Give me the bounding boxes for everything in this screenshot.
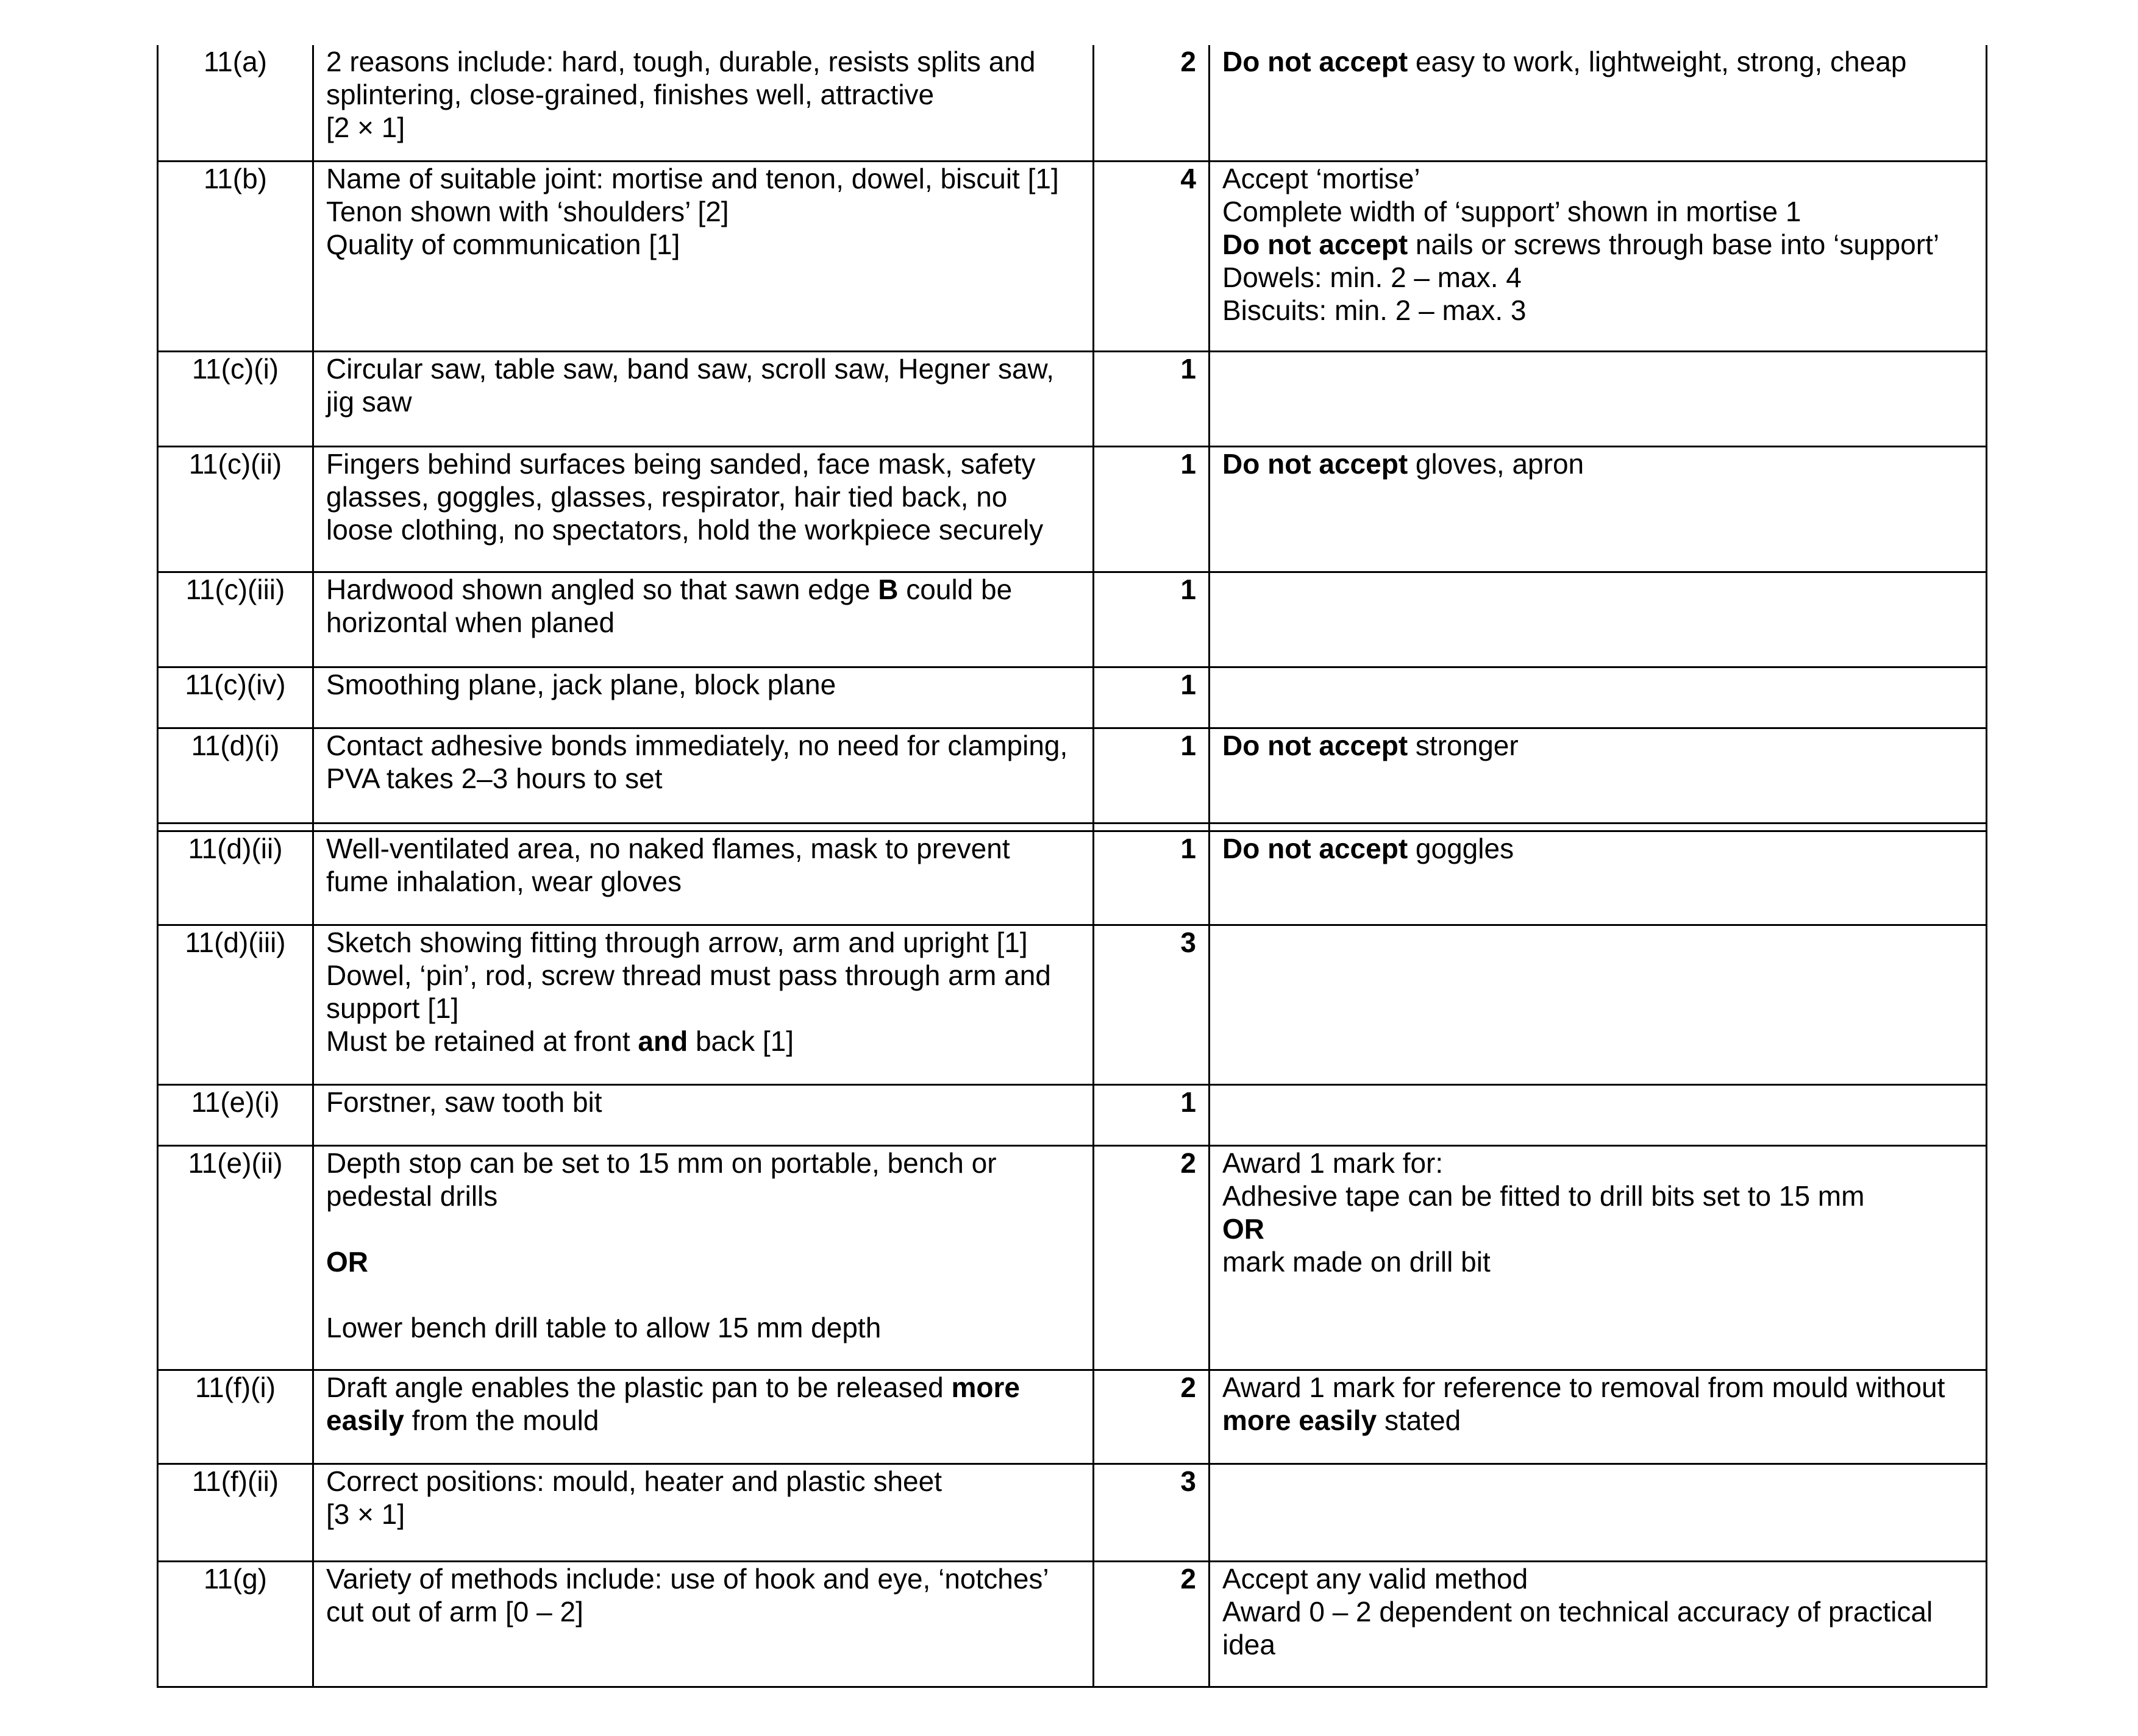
marks-cell: 1 [1094,572,1210,667]
answer-cell [313,667,1094,728]
answer-emphasis: easily [326,1404,404,1436]
question-number: 11(f)(ii) [158,1464,313,1561]
answer-line [326,1371,1080,1404]
answer-line: [2 × 1] [326,112,405,143]
answer-line: [3 × 1] [326,1498,405,1530]
answer-line: support [1] [326,992,459,1024]
do-not-accept-label: Do not accept [1222,447,1408,480]
answer-cell [313,45,1094,161]
answer-line [326,1404,1080,1437]
spacer [326,1212,1080,1245]
answer-or: OR [326,1245,368,1278]
marks-cell: 1 [1094,351,1210,446]
separator-cell [158,823,313,831]
question-number: 11(d)(iii) [158,925,313,1084]
answer-line: PVA takes 2–3 hours to set [326,762,663,794]
guidance-line [1222,1404,1973,1437]
answer-cell [313,1370,1094,1464]
guidance-cell [1210,1561,1987,1687]
guidance-text: stated [1377,1404,1461,1436]
guidance-cell [1210,925,1987,1084]
answer-cell [313,1561,1094,1687]
guidance-line: Award 0 – 2 dependent on technical accuracy of practical [1222,1595,1933,1628]
guidance-text: stronger [1408,729,1519,761]
guidance-line: Biscuits: min. 2 – max. 3 [1222,294,1527,326]
guidance-line: Dowels: min. 2 – max. 4 [1222,261,1522,293]
answer-line [326,573,1080,606]
guidance-cell [1210,1370,1987,1464]
question-number: 11(e)(i) [158,1084,313,1145]
question-number: 11(c)(ii) [158,446,313,572]
guidance-cell [1210,446,1987,572]
answer-cell [313,572,1094,667]
answer-line: jig saw [326,385,412,418]
answer-line: pedestal drills [326,1179,498,1212]
question-number: 11(c)(i) [158,351,313,446]
spacer [326,1278,1080,1311]
answer-line: Smoothing plane, jack plane, block plane [326,668,836,700]
do-not-accept-label: Do not accept [1222,228,1408,260]
answer-text: could be [898,573,1013,605]
guidance-emphasis: more easily [1222,1404,1377,1436]
table-row [158,1084,1987,1145]
page-break-separator [158,823,1987,831]
guidance-line: Award 1 mark for reference to removal from mould without [1222,1371,1945,1403]
table-row [158,1145,1987,1370]
guidance-cell [1210,667,1987,728]
do-not-accept-label: Do not accept [1222,832,1408,864]
guidance-or: OR [1222,1212,1264,1245]
edge-label: B [878,573,899,605]
answer-cell [313,925,1094,1084]
answer-line: Lower bench drill table to allow 15 mm depth [326,1311,882,1343]
answer-cell [313,351,1094,446]
marks-cell: 3 [1094,925,1210,1084]
marks-cell: 2 [1094,1370,1210,1464]
marks-cell: 2 [1094,45,1210,161]
answer-emphasis: more [951,1371,1020,1403]
table-row [158,572,1987,667]
answer-line [326,1025,1080,1058]
answer-line: Tenon shown with ‘shoulders’ [2] [326,195,729,227]
table-row [158,667,1987,728]
answer-cell [313,1464,1094,1561]
guidance-cell [1210,161,1987,351]
guidance-line: Complete width of ‘support’ shown in mortise 1 [1222,195,1801,227]
table-row [158,728,1987,823]
answer-line: Depth stop can be set to 15 mm on portable, bench or [326,1147,997,1179]
table-row [158,1370,1987,1464]
answer-text: Draft angle enables the plastic pan to be released [326,1371,952,1403]
answer-line: Fingers behind surfaces being sanded, face mask, safety [326,447,1036,480]
separator-cell [313,823,1094,831]
answer-cell [313,161,1094,351]
marks-cell: 1 [1094,667,1210,728]
answer-text: Hardwood shown angled so that sawn edge [326,573,878,605]
marks-cell: 2 [1094,1561,1210,1687]
separator-cell [1094,823,1210,831]
guidance-cell [1210,351,1987,446]
answer-line: Name of suitable joint: mortise and tenon, dowel, biscuit [1] [326,162,1059,194]
answer-line: Circular saw, table saw, band saw, scroll saw, Hegner saw, [326,352,1055,385]
answer-line: Correct positions: mould, heater and plastic sheet [326,1465,942,1497]
answer-line: cut out of arm [0 – 2] [326,1595,583,1628]
answer-line: Forstner, saw tooth bit [326,1086,602,1118]
question-number: 11(b) [158,161,313,351]
answer-line: Sketch showing fitting through arrow, arm and upright [1] [326,926,1028,958]
do-not-accept-label: Do not accept [1222,46,1408,77]
guidance-text: nails or screws through base into ‘support’ [1408,228,1940,260]
mark-scheme-table [157,45,1987,1688]
guidance-line: mark made on drill bit [1222,1245,1491,1278]
marks-cell: 3 [1094,1464,1210,1561]
guidance-line: idea [1222,1628,1275,1660]
question-number: 11(e)(ii) [158,1145,313,1370]
table-row [158,45,1987,161]
guidance-cell [1210,1464,1987,1561]
question-number: 11(g) [158,1561,313,1687]
guidance-line [1222,228,1973,261]
answer-line: horizontal when planed [326,606,615,638]
table-row [158,831,1987,925]
answer-line: Contact adhesive bonds immediately, no need for clamping, [326,729,1068,761]
answer-cell [313,1084,1094,1145]
answer-line: splintering, close-grained, finishes well, attractive [326,79,935,110]
guidance-text: gloves, apron [1408,447,1584,480]
guidance-text: goggles [1408,832,1514,864]
answer-text: from the mould [404,1404,599,1436]
question-number: 11(d)(i) [158,728,313,823]
table-row [158,161,1987,351]
answer-text: Must be retained at front [326,1025,638,1057]
answer-line: loose clothing, no spectators, hold the workpiece securely [326,513,1044,546]
guidance-cell [1210,1145,1987,1370]
do-not-accept-label: Do not accept [1222,729,1408,761]
answer-cell [313,1145,1094,1370]
table-row [158,351,1987,446]
marks-cell: 1 [1094,1084,1210,1145]
marks-cell: 4 [1094,161,1210,351]
answer-line: glasses, goggles, glasses, respirator, hair tied back, no [326,480,1008,513]
marks-cell: 1 [1094,831,1210,925]
answer-line: Well-ventilated area, no naked flames, mask to prevent [326,832,1010,864]
separator-cell [1210,823,1987,831]
answer-cell [313,446,1094,572]
guidance-line: Adhesive tape can be fitted to drill bits set to 15 mm [1222,1179,1865,1212]
guidance-text: easy to work, lightweight, strong, cheap [1408,46,1907,77]
guidance-cell [1210,831,1987,925]
guidance-cell [1210,728,1987,823]
answer-emphasis: and [638,1025,688,1057]
answer-line: Dowel, ‘pin’, rod, screw thread must pass through arm and [326,959,1051,991]
question-number: 11(d)(ii) [158,831,313,925]
table-row [158,1464,1987,1561]
answer-line: Quality of communication [1] [326,228,680,260]
marks-cell: 1 [1094,446,1210,572]
answer-line: 2 reasons include: hard, tough, durable, resists splits and [326,46,1036,77]
answer-text: back [1] [688,1025,794,1057]
marks-cell: 2 [1094,1145,1210,1370]
marks-cell: 1 [1094,728,1210,823]
answer-cell [313,831,1094,925]
guidance-line: Accept ‘mortise’ [1222,162,1420,194]
question-number: 11(c)(iii) [158,572,313,667]
question-number: 11(a) [158,45,313,161]
question-number: 11(c)(iv) [158,667,313,728]
answer-cell [313,728,1094,823]
guidance-line: Accept any valid method [1222,1562,1528,1595]
guidance-cell [1210,45,1987,161]
guidance-cell [1210,1084,1987,1145]
table-row [158,446,1987,572]
guidance-line: Award 1 mark for: [1222,1147,1444,1179]
answer-line: fume inhalation, wear gloves [326,865,682,897]
answer-line: Variety of methods include: use of hook and eye, ‘notches’ [326,1562,1049,1595]
table-row [158,1561,1987,1687]
table-row [158,925,1987,1084]
question-number: 11(f)(i) [158,1370,313,1464]
guidance-cell [1210,572,1987,667]
